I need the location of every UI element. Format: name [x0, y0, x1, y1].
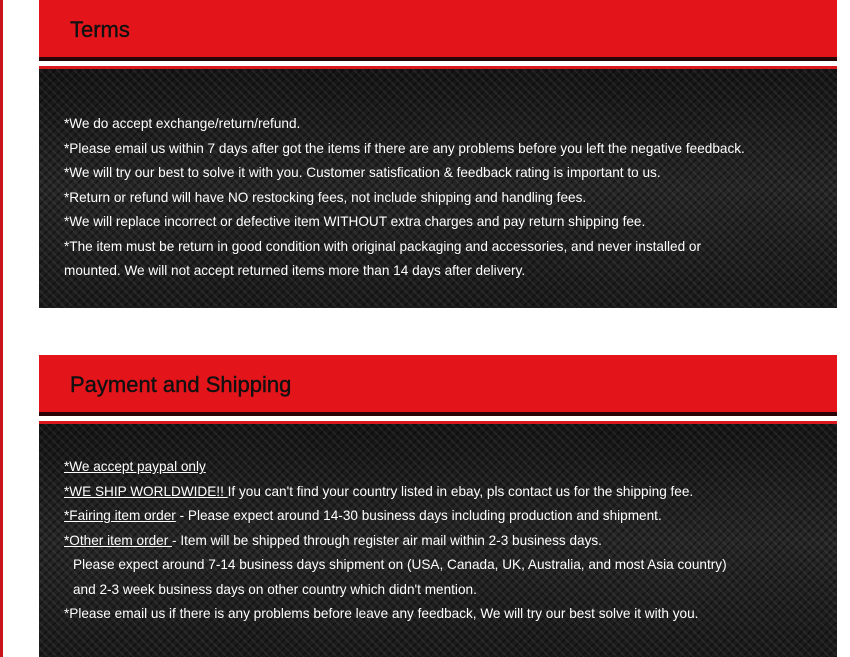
fairing-order-label: *Fairing item order	[64, 508, 176, 523]
other-order-text: - Item will be shipped through register air mail within 2-3 business days.	[172, 532, 602, 548]
terms-body	[39, 69, 837, 308]
paypal-text: *We accept paypal only	[64, 459, 206, 474]
feedback-note: *Please email us if there is any problems before leave any feedback, We will try our best solve it with you.	[64, 606, 699, 621]
terms-line: *We will try our best to solve it with you. Customer satisfication & feedback rating is important to us.	[64, 165, 661, 180]
other-order-label: *Other item order	[64, 532, 173, 548]
other-order-line	[64, 529, 837, 554]
fairing-order-text: - Please expect around 14-30 business days including production and shipment.	[175, 508, 662, 523]
terms-line: *We do accept exchange/return/refund.	[64, 116, 301, 131]
payment-shipping-title: Payment and Shipping	[70, 372, 292, 397]
terms-line: *Return or refund will have NO restocking fees, not include shipping and handling fees.	[64, 189, 587, 205]
left-border-line	[0, 0, 3, 657]
terms-section	[39, 0, 837, 308]
terms-header	[39, 0, 837, 61]
terms-line: *We will replace incorrect or defective item WITHOUT extra charges and pay return shipping fee.	[64, 214, 646, 229]
payment-shipping-header	[39, 355, 837, 416]
other-order-detail: Please expect around 7-14 business days shipment on (USA, Canada, UK, Australia, and most Asia country)	[73, 557, 727, 572]
payment-shipping-section	[39, 355, 837, 657]
payment-shipping-body	[39, 424, 837, 657]
terms-line: *The item must be return in good condition with original packaging and accessories, and never installed or	[64, 238, 702, 254]
ship-worldwide-text: If you can't find your country listed in ebay, pls contact us for the shipping fee.	[227, 483, 694, 499]
terms-line: *Please email us within 7 days after got the items if there are any problems before you left the negative feedback.	[64, 140, 745, 156]
ship-worldwide-line	[64, 480, 837, 505]
fairing-order-line	[64, 504, 837, 529]
ship-worldwide-label: *WE SHIP WORLDWIDE!!	[64, 483, 228, 499]
other-order-detail: and 2-3 week business days on other country which didn't mention.	[73, 581, 477, 597]
terms-line: mounted. We will not accept returned items more than 14 days after delivery.	[64, 263, 526, 278]
paypal-line	[64, 455, 837, 480]
terms-title: Terms	[70, 17, 130, 42]
